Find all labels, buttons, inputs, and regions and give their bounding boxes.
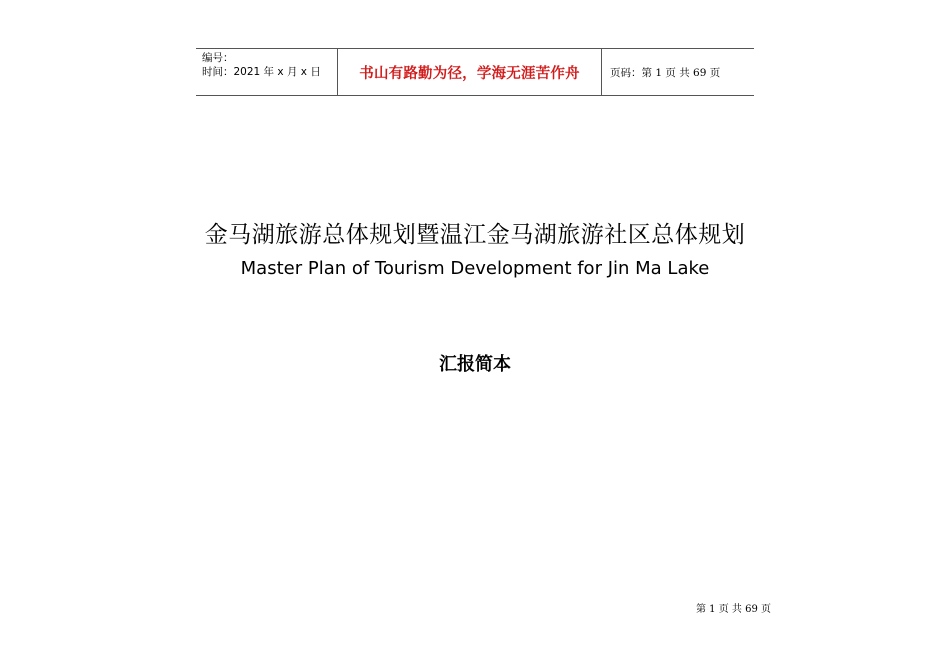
- code-label: 编号：: [202, 52, 234, 64]
- footer-page-number: 第 1 页 共 69 页: [696, 604, 771, 615]
- header-table: [196, 48, 754, 96]
- page-info: 页码：第 1 页 共 69 页: [610, 66, 721, 79]
- document-subtitle: 汇报简本: [439, 354, 511, 375]
- header-page-cell: [602, 49, 754, 95]
- header-motto-cell: [338, 49, 602, 95]
- document-title-en: Master Plan of Tourism Development for Jin Ma Lake: [240, 258, 710, 279]
- document-title-cn: 金马湖旅游总体规划暨温江金马湖旅游社区总体规划: [204, 222, 746, 248]
- motto-text: 书山有路勤为径，学海无涯苦作舟: [359, 64, 580, 82]
- date-label: 时间：2021 年 x 月 x 日: [202, 66, 321, 78]
- header-meta-cell: [196, 49, 338, 95]
